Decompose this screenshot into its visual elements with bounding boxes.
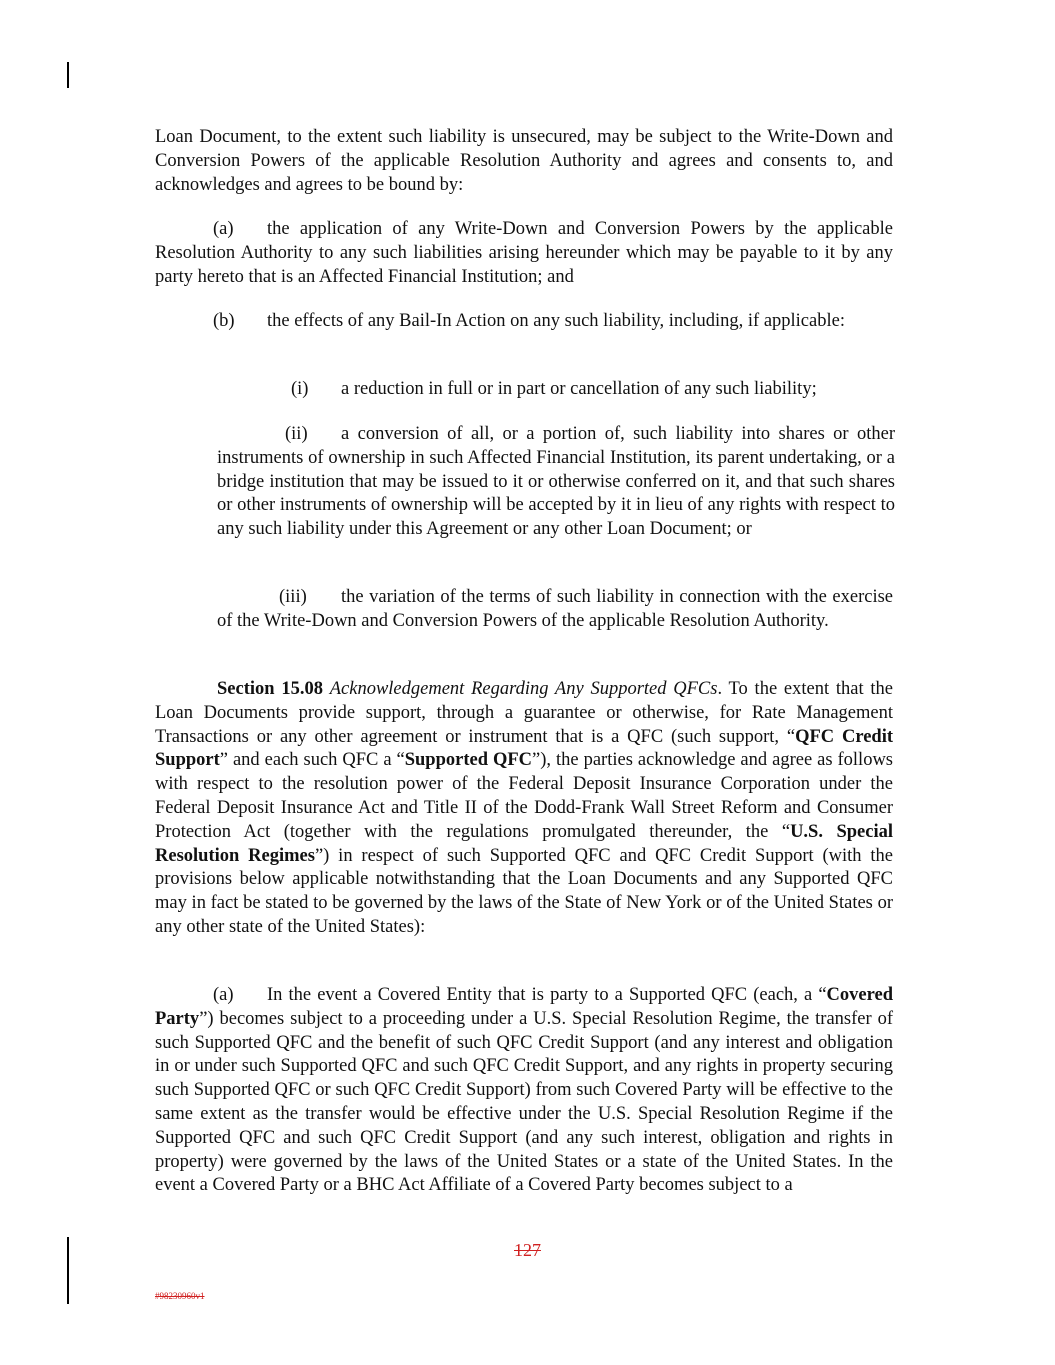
clause-text: In the event a Covered Entity that is party to a Supported QFC (each, a “ bbox=[267, 985, 827, 1005]
defined-term: Covered Party bbox=[155, 985, 893, 1029]
subclause-i bbox=[217, 378, 897, 402]
paragraph-intro bbox=[155, 126, 893, 197]
section-text: . To the extent that the Loan Documents provide support, through a guarantee or otherwise, for Rate Management Transactions or any other agreement or instrument that is a QFC (such support, “ bbox=[155, 679, 893, 747]
intro-text: Loan Document, to the extent such liability is unsecured, may be subject to the Write-Down and Conversion Powers of the applicable Resolution Authority and agrees and consents to, and acknowledges and agrees to be bound by: bbox=[155, 127, 893, 195]
change-bar-top bbox=[67, 62, 69, 88]
subclause-ii bbox=[217, 423, 895, 542]
clause-a-write-down bbox=[155, 218, 893, 289]
clause-label: (a) bbox=[213, 219, 234, 239]
subclause-iii bbox=[217, 586, 893, 634]
subclause-text: a reduction in full or in part or cancellation of any such liability; bbox=[341, 379, 817, 399]
defined-term: QFC Credit Support bbox=[155, 726, 893, 771]
defined-term: U.S. Special Resolution Regimes bbox=[155, 821, 893, 866]
clause-text: the effects of any Bail-In Action on any such liability, including, if applicable: bbox=[267, 311, 845, 331]
clause-b-bail-in bbox=[155, 310, 893, 334]
subclause-label: (ii) bbox=[285, 424, 308, 444]
section-text: ”), the parties acknowledge and agree as follows with respect to the resolution power of the Federal Deposit Insurance Corporation under the Federal Deposit Insurance Act and Title II of the Dodd-Frank Wall Street Reform and Consumer Protection Act (together with the regulations promulgated thereunder, the “ bbox=[155, 750, 894, 842]
section-text: ”) in respect of such Supported QFC and QFC Credit Support (with the provisions below applicable notwithstanding that the Loan Documents and any Supported QFC may in fact be stated to be governed by the laws of the State of New York or of the United States or any other state of the United States): bbox=[155, 845, 893, 937]
subclause-text: a conversion of all, or a portion of, such liability into shares or other instruments of ownership in such Affected Financial Institution, its parent undertaking, or a bridge institution that may be issued to it or otherwise conferred on it, and that such shares or other instruments of ownership will be accepted by it in lieu of any rights with respect to any such liability under this Agreement or any other Loan Document; or bbox=[217, 424, 895, 540]
subclause-text: the variation of the terms of such liability in connection with the exercise of the Write-Down and Conversion Powers of the applicable Resolution Authority. bbox=[217, 587, 893, 631]
clause-label: (a) bbox=[213, 985, 234, 1005]
page-number: 127 bbox=[514, 1240, 541, 1260]
clause-text: ”) becomes subject to a proceeding under a U.S. Special Resolution Regime, the transfer of such Supported QFC and the benefit of such QFC Credit Support (and any interest and obligation in or under such Supported QFC and such QFC Credit Support, and any rights in property securing such Supported QFC or such QFC Credit Support) from such Covered Party will be effective to the same extent as the transfer would be effective under the U.S. Special Resolution Regime if the Supported QFC and such QFC Credit Support (and any such interest, obligation and rights in property) were governed by the laws of the United States or a state of the United States. In the event a Covered Party or a BHC Act Affiliate of a Covered Party becomes subject to a bbox=[155, 1008, 893, 1196]
section-heading: Section 15.08 bbox=[217, 679, 323, 699]
clause-label: (b) bbox=[213, 311, 235, 331]
clause-text: the application of any Write-Down and Conversion Powers by the applicable Resolution Authority to any such liabilities arising hereunder which may be payable to it by any party hereto that is an Affected Financial Institution; and bbox=[155, 219, 893, 287]
section-text: ” and each such QFC a “ bbox=[219, 750, 405, 771]
section-15-08 bbox=[155, 678, 893, 940]
section-title: Acknowledgement Regarding Any Supported QFCs bbox=[329, 679, 718, 699]
clause-a-covered-party bbox=[155, 984, 893, 1198]
subclause-label: (iii) bbox=[279, 587, 307, 607]
defined-term: Supported QFC bbox=[404, 750, 533, 771]
subclause-label: (i) bbox=[291, 379, 309, 399]
document-id: #98230960v1 bbox=[155, 1291, 205, 1301]
